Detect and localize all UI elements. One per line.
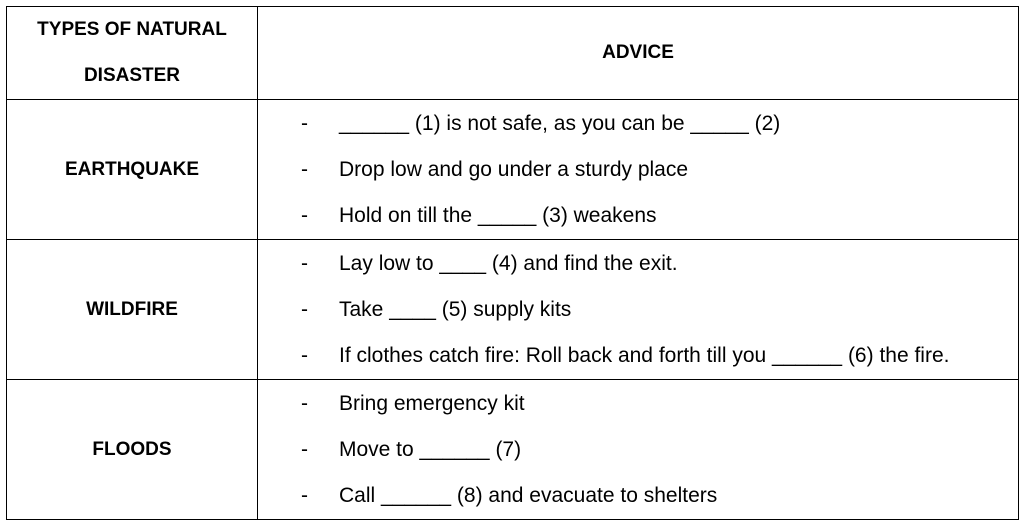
- advice-item: [258, 193, 1018, 239]
- bullet-dash: -: [301, 297, 308, 321]
- type-label-earthquake: EARTHQUAKE: [64, 158, 200, 180]
- advice-list-earthquake: [258, 101, 1018, 239]
- bullet-dash: -: [301, 251, 308, 275]
- advice-text: Bring emergency kit: [339, 391, 525, 415]
- advice-text: If clothes catch fire: Roll back and forth till you ______ (6) the fire.: [339, 343, 950, 367]
- advice-item: [258, 241, 1018, 287]
- type-cell: [7, 240, 258, 380]
- advice-cell: [258, 240, 1019, 380]
- advice-item: [258, 381, 1018, 427]
- advice-text: Lay low to ____ (4) and find the exit.: [339, 251, 678, 275]
- bullet-dash: -: [301, 437, 308, 461]
- bullet-dash: -: [301, 391, 308, 415]
- advice-text: Take ____ (5) supply kits: [339, 297, 572, 321]
- advice-text: Hold on till the _____ (3) weakens: [339, 203, 657, 227]
- type-label-floods: FLOODS: [92, 438, 172, 460]
- advice-item: [258, 101, 1018, 147]
- header-type-line2: DISASTER: [83, 65, 181, 86]
- advice-item: [258, 473, 1018, 519]
- table-row-wildfire: [7, 240, 1019, 380]
- advice-text: Drop low and go under a sturdy place: [339, 157, 689, 181]
- bullet-dash: -: [301, 157, 308, 181]
- advice-list-wildfire: [258, 241, 1018, 379]
- type-cell: [7, 380, 258, 520]
- bullet-dash: -: [301, 343, 308, 367]
- type-label-wildfire: WILDFIRE: [86, 298, 178, 320]
- advice-item: [258, 333, 1018, 379]
- advice-cell: [258, 100, 1019, 240]
- bullet-dash: -: [301, 111, 308, 135]
- advice-text: Move to ______ (7): [339, 437, 522, 461]
- header-cell-type: [7, 7, 258, 100]
- disaster-advice-table: [6, 6, 1019, 520]
- header-cell-advice: [258, 7, 1019, 100]
- advice-item: [258, 427, 1018, 473]
- bullet-dash: -: [301, 483, 308, 507]
- advice-list-floods: [258, 381, 1018, 519]
- table-header-row: [7, 7, 1019, 100]
- advice-text: Call ______ (8) and evacuate to shelters: [339, 483, 718, 507]
- table-row-floods: [7, 380, 1019, 520]
- advice-item: [258, 147, 1018, 193]
- type-cell: [7, 100, 258, 240]
- header-advice: ADVICE: [602, 42, 674, 63]
- advice-text: ______ (1) is not safe, as you can be _____ (2): [339, 111, 781, 135]
- advice-item: [258, 287, 1018, 333]
- bullet-dash: -: [301, 203, 308, 227]
- advice-cell: [258, 380, 1019, 520]
- table-row-earthquake: [7, 100, 1019, 240]
- header-type-line1: TYPES OF NATURAL: [37, 19, 227, 40]
